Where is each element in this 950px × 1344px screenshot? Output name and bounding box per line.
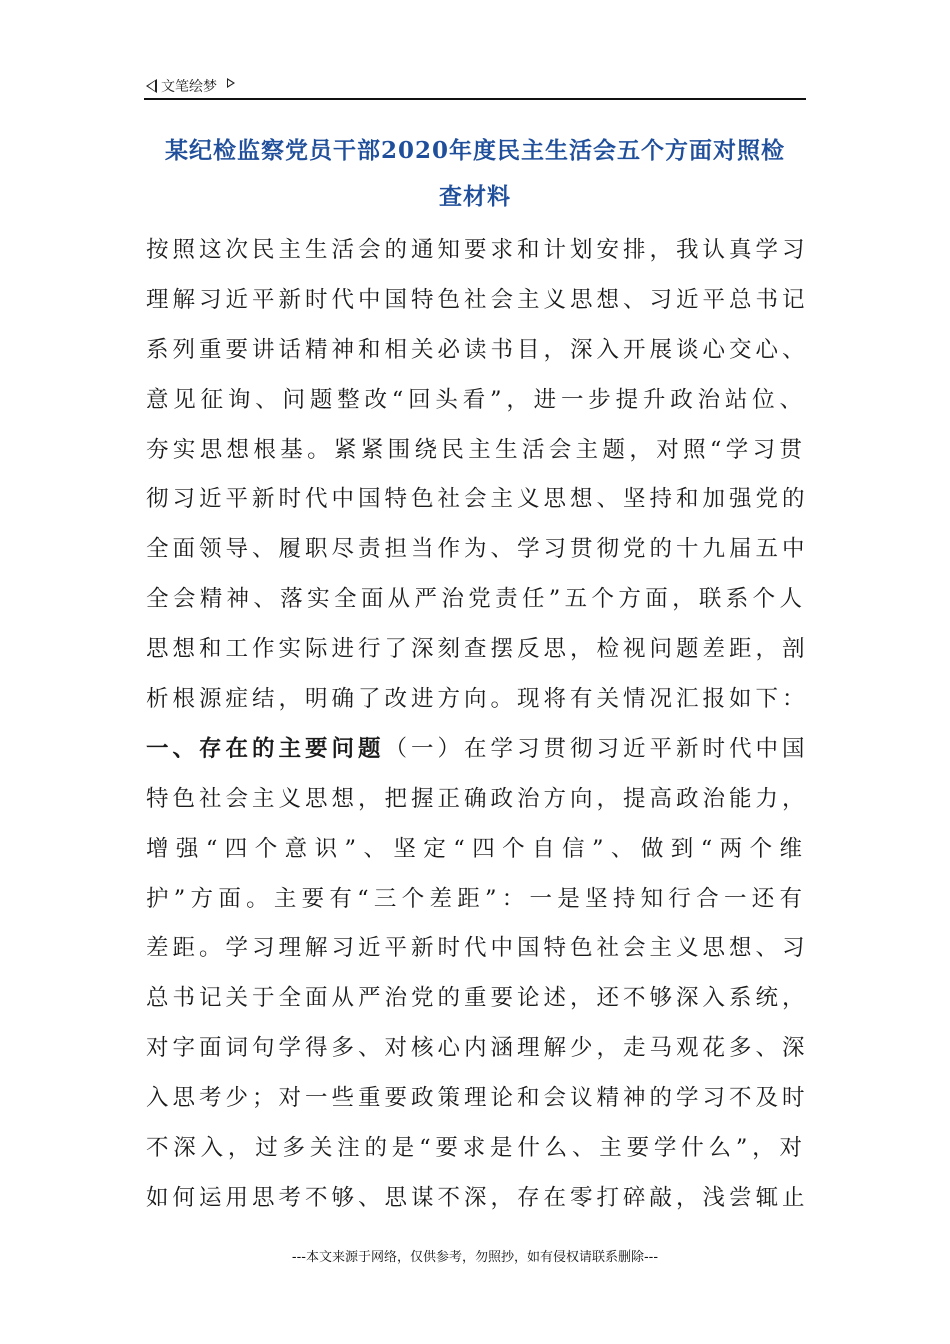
triangle-left-icon: [146, 79, 157, 93]
body-line: 按照这次民主生活会的通知要求和计划安排，我认真学习: [146, 237, 809, 263]
body-line: 思想和工作实际进行了深刻查摆反思，检视问题差距，剖: [146, 636, 809, 663]
title-line-1: 某纪检监察党员干部2020年度民主生活会五个方面对照检: [164, 137, 785, 164]
body-line: 彻习近平新时代中国特色社会主义思想、坚持和加强党的: [146, 486, 809, 513]
body-line: 全会精神、落实全面从严治党责任”五个方面，联系个人: [146, 586, 806, 613]
body-line: 析根源症结，明确了改进方向。现将有关情况汇报如下：: [146, 686, 809, 713]
body-line: 如何运用思考不够、思谋不深，存在零打碎敲，浅尝辄止: [146, 1184, 809, 1211]
body-line: 对字面词句学得多、对核心内涵理解少，走马观花多、深: [146, 1035, 809, 1062]
header-brand: 文笔绘梦: [161, 79, 217, 95]
body-line: 增强“四个意识”、坚定“四个自信”、做到“两个维: [146, 835, 806, 862]
body-line: 理解习近平新时代中国特色社会主义思想、习近平总书记: [146, 286, 809, 313]
body-line: 总书记关于全面从严治党的重要论述，还不够深入系统，: [146, 985, 809, 1012]
section-heading: 一、存在的主要问题: [146, 735, 385, 762]
document-body: [146, 226, 809, 1224]
document-title: [144, 128, 806, 220]
section-first-line: [146, 725, 809, 775]
header-divider: [144, 98, 806, 100]
document-header: [146, 74, 235, 98]
body-line: 系列重要讲话精神和相关必读书目，深入开展谈心交心、: [146, 336, 809, 363]
section-first-line-rest: （一）在学习贯彻习近平新时代中国: [384, 735, 809, 762]
body-line: 全面领导、履职尽责担当作为、学习贯彻党的十九届五中: [146, 536, 809, 563]
body-line: 意见征询、问题整改“回头看”，进一步提升政治站位、: [146, 386, 806, 413]
title-line-2: 查材料: [439, 183, 511, 210]
triangle-right-icon: [227, 78, 235, 88]
body-line: 特色社会主义思想，把握正确政治方向，提高政治能力，: [146, 785, 809, 812]
body-line: 入思考少；对一些重要政策理论和会议精神的学习不及时: [146, 1085, 809, 1112]
body-line: 差距。学习理解习近平新时代中国特色社会主义思想、习: [146, 935, 809, 962]
body-line: 护”方面。主要有“三个差距”：一是坚持知行合一还有: [146, 885, 806, 912]
body-line: 夯实思想根基。紧紧围绕民主生活会主题，对照“学习贯: [146, 436, 806, 463]
footer-disclaimer: ---本文来源于网络，仅供参考，勿照抄，如有侵权请联系删除---: [291, 1250, 659, 1265]
body-line: 不深入，过多关注的是“要求是什么、主要学什么”，对: [146, 1135, 806, 1162]
